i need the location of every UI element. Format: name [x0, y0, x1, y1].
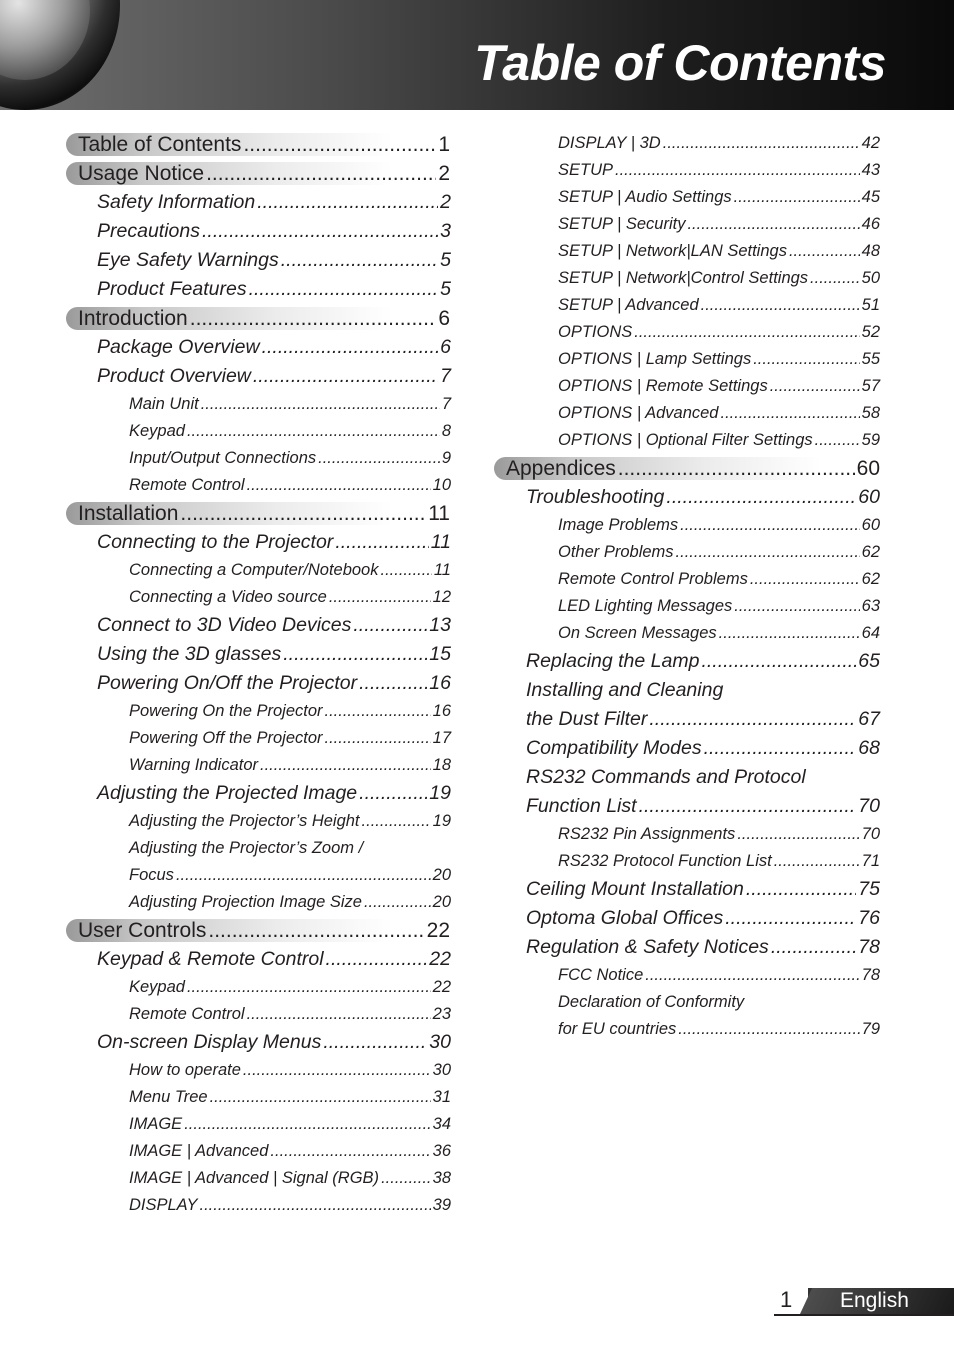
toc-entry[interactable]: [558, 157, 880, 184]
toc-entry[interactable]: [129, 1192, 451, 1219]
toc-entry-leader: [260, 752, 431, 779]
toc-entry[interactable]: [558, 512, 880, 539]
toc-entry[interactable]: [78, 499, 450, 528]
toc-entry-label: DISPLAY | 3D: [558, 134, 661, 152]
toc-entry-leader: [734, 184, 860, 211]
toc-entry-label: Keypad: [129, 422, 185, 440]
toc-entry-label: OPTIONS: [558, 323, 633, 341]
toc-entry-page: 22: [432, 978, 451, 996]
toc-entry-label: Powering On/Off the Projector: [97, 672, 358, 694]
toc-entry[interactable]: [97, 945, 451, 974]
toc-entry[interactable]: [526, 792, 880, 821]
toc-entry-leader: [774, 848, 860, 875]
toc-entry[interactable]: [129, 418, 451, 445]
page-title: Table of Contents: [474, 35, 886, 91]
toc-entry-label: OPTIONS | Lamp Settings: [558, 350, 752, 368]
toc-entry-leader: [770, 373, 860, 400]
page-number: 1: [780, 1287, 793, 1312]
toc-entry-page: 48: [861, 242, 880, 260]
toc-entry-label: Safety Information: [97, 191, 256, 213]
toc-entry-label: Replacing the Lamp: [526, 650, 700, 672]
toc-entry-leader: [639, 792, 857, 821]
toc-entry[interactable]: [558, 821, 880, 848]
toc-entry-leader: [262, 333, 439, 362]
toc-entry-page: 13: [429, 614, 451, 636]
footer-rule: [774, 1314, 954, 1316]
toc-entry-leader: [325, 725, 431, 752]
toc-entry-page: 78: [861, 966, 880, 984]
toc-entry-leader: [329, 584, 431, 611]
toc-entry[interactable]: [97, 669, 451, 698]
toc-entry[interactable]: [526, 763, 880, 792]
toc-entry-page: 62: [861, 570, 880, 588]
toc-entry[interactable]: [558, 265, 880, 292]
toc-entry[interactable]: [129, 391, 451, 418]
toc-entry[interactable]: [129, 889, 451, 916]
toc-entry-page: 45: [861, 188, 880, 206]
toc-entry[interactable]: [558, 620, 880, 647]
toc-entry[interactable]: [558, 400, 880, 427]
toc-entry[interactable]: [129, 472, 451, 499]
toc-entry[interactable]: [558, 427, 880, 454]
toc-entry-page: 75: [858, 878, 880, 900]
toc-entry-leader: [281, 246, 438, 275]
toc-entry-page: 15: [429, 643, 451, 665]
toc-entry[interactable]: [129, 1165, 451, 1192]
toc-entry-page: 20: [432, 866, 451, 884]
toc-entry-label: Menu Tree: [129, 1088, 208, 1106]
toc-entry-label: SETUP | Security: [558, 215, 686, 233]
toc-entry-leader: [687, 211, 859, 238]
toc-entry[interactable]: [558, 373, 880, 400]
toc-entry-leader: [380, 557, 431, 584]
toc-entry-page: 17: [432, 729, 451, 747]
toc-entry-leader: [325, 698, 431, 725]
toc-entry-label: Eye Safety Warnings: [97, 249, 279, 271]
toc-entry-leader: [676, 539, 860, 566]
toc-entry-label: RS232 Pin Assignments: [558, 825, 736, 843]
toc-entry-label: RS232 Commands and Protocol: [526, 766, 806, 788]
toc-entry-leader: [253, 362, 438, 391]
toc-entry-page: 20: [432, 893, 451, 911]
toc-entry[interactable]: [78, 130, 450, 159]
toc-entry[interactable]: [97, 275, 451, 304]
toc-entry-leader: [359, 779, 427, 808]
toc-entry[interactable]: [129, 808, 451, 835]
toc-entry-page: 7: [440, 365, 451, 387]
toc-entry-leader: [187, 974, 431, 1001]
toc-entry-page: 57: [861, 377, 880, 395]
toc-entry-leader: [257, 188, 438, 217]
toc-entry-label: SETUP | Audio Settings: [558, 188, 732, 206]
toc-entry-label: IMAGE | Advanced | Signal (RGB): [129, 1169, 380, 1187]
toc-entry-page: 1: [438, 133, 450, 156]
toc-entry-label: Ceiling Mount Installation: [526, 878, 744, 900]
toc-entry-label: Other Problems: [558, 543, 674, 561]
toc-entry-leader: [180, 499, 426, 528]
toc-entry[interactable]: [526, 483, 880, 512]
toc-entry-page: 79: [861, 1020, 880, 1038]
toc-entry-leader: [326, 945, 428, 974]
toc-entry[interactable]: [526, 734, 880, 763]
toc-entry-leader: [704, 734, 857, 763]
toc-entry-leader: [666, 483, 856, 512]
toc-entry-leader: [810, 265, 860, 292]
toc-entry[interactable]: [526, 647, 880, 676]
toc-entry-page: 43: [861, 161, 880, 179]
toc-entry-page: 58: [861, 404, 880, 422]
toc-entry-page: 70: [858, 795, 880, 817]
toc-entry-label: Table of Contents: [78, 133, 242, 156]
toc-entry-page: 63: [861, 597, 880, 615]
toc-entry-label: Keypad: [129, 978, 185, 996]
toc-entry-label: Powering Off the Projector: [129, 729, 323, 747]
toc-entry-leader: [323, 1028, 427, 1057]
toc-entry-page: 34: [432, 1115, 451, 1133]
toc-entry-page: 8: [441, 422, 451, 440]
toc-entry-page: 19: [429, 782, 451, 804]
toc-entry-leader: [187, 418, 440, 445]
toc-entry[interactable]: [558, 848, 880, 875]
toc-entry-page: 3: [440, 220, 451, 242]
toc-entry[interactable]: [129, 445, 451, 472]
toc-entry-leader: [771, 933, 856, 962]
toc-entry[interactable]: [558, 211, 880, 238]
toc-entry-leader: [243, 130, 436, 159]
toc-entry-label: Compatibility Modes: [526, 737, 702, 759]
toc-entry[interactable]: [97, 188, 451, 217]
toc-entry-page: 78: [858, 936, 880, 958]
toc-entry-page: 7: [441, 395, 451, 413]
toc-entry[interactable]: [526, 875, 880, 904]
toc-entry-page: 68: [858, 737, 880, 759]
header-banner: [0, 0, 954, 110]
toc-entry-page: 18: [432, 756, 451, 774]
toc-entry[interactable]: [97, 217, 451, 246]
toc-entry-leader: [725, 904, 856, 933]
toc-entry-leader: [815, 427, 860, 454]
toc-entry-label: DISPLAY: [129, 1196, 198, 1214]
toc-entry-label: Image Problems: [558, 516, 679, 534]
toc-entry-page: 16: [429, 672, 451, 694]
toc-entry-leader: [208, 916, 424, 945]
toc-entry-page: 5: [440, 249, 451, 271]
toc-entry-label: Input/Output Connections: [129, 449, 317, 467]
toc-entry-leader: [318, 445, 440, 472]
toc-entry[interactable]: [558, 292, 880, 319]
toc-entry-label: SETUP | Advanced: [558, 296, 699, 314]
toc-entry[interactable]: [97, 333, 451, 362]
toc-entry[interactable]: [506, 454, 880, 483]
toc-entry-page: 51: [861, 296, 880, 314]
toc-entry[interactable]: [129, 1084, 451, 1111]
toc-entry[interactable]: [97, 779, 451, 808]
toc-entry-label: Function List: [526, 795, 637, 817]
toc-entry-leader: [734, 593, 859, 620]
toc-entry-label: Usage Notice: [78, 162, 205, 185]
toc-entry-leader: [701, 292, 860, 319]
toc-entry[interactable]: [129, 584, 451, 611]
toc-entry-label: Precautions: [97, 220, 200, 242]
toc-entry-leader: [364, 889, 431, 916]
toc-entry-leader: [362, 808, 431, 835]
toc-entry[interactable]: [97, 528, 451, 557]
toc-entry-label: Package Overview: [97, 336, 260, 358]
toc-entry[interactable]: [526, 676, 880, 705]
toc-entry-leader: [645, 962, 859, 989]
toc-entry[interactable]: [97, 640, 451, 669]
toc-entry-label: On-screen Display Menus: [97, 1031, 322, 1053]
toc-entry-page: 36: [432, 1142, 451, 1160]
toc-entry[interactable]: [129, 557, 451, 584]
toc-entry-leader: [737, 821, 859, 848]
toc-entry-page: 55: [861, 350, 880, 368]
toc-entry-page: 2: [440, 191, 451, 213]
toc-entry-label: Warning Indicator: [129, 756, 259, 774]
toc-entry-label: Remote Control: [129, 1005, 245, 1023]
toc-entry-leader: [247, 1001, 431, 1028]
toc-entry-page: 30: [429, 1031, 451, 1053]
toc-entry-label: SETUP: [558, 161, 614, 179]
toc-entry-label: RS232 Protocol Function List: [558, 852, 772, 870]
toc-entry[interactable]: [526, 933, 880, 962]
toc-entry-leader: [190, 304, 437, 333]
toc-entry-label: Keypad & Remote Control: [97, 948, 324, 970]
toc-entry-page: 23: [432, 1005, 451, 1023]
toc-entry-page: 62: [861, 543, 880, 561]
toc-entry-page: 65: [858, 650, 880, 672]
toc-entry-page: 5: [440, 278, 451, 300]
toc-entry-page: 46: [861, 215, 880, 233]
toc-entry-page: 60: [858, 486, 880, 508]
toc-entry-leader: [335, 528, 428, 557]
toc-entry-leader: [634, 319, 859, 346]
toc-entry-leader: [270, 1138, 430, 1165]
toc-entry-leader: [649, 705, 856, 734]
toc-entry-page: 6: [438, 307, 450, 330]
toc-entry-label: User Controls: [78, 919, 207, 942]
toc-entry-label: SETUP | Network|Control Settings: [558, 269, 809, 287]
toc-entry-label: Adjusting the Projected Image: [97, 782, 358, 804]
toc-entry-label: Declaration of Conformity: [558, 993, 745, 1011]
toc-entry-leader: [283, 640, 427, 669]
toc-entry-page: 16: [432, 702, 451, 720]
toc-entry-leader: [359, 669, 427, 698]
toc-entry[interactable]: [558, 593, 880, 620]
toc-entry-label: Focus: [129, 866, 174, 884]
toc-entry-leader: [701, 647, 856, 676]
toc-entry-label: SETUP | Network|LAN Settings: [558, 242, 787, 260]
toc-entry-page: 11: [430, 531, 451, 553]
toc-entry[interactable]: [129, 974, 451, 1001]
toc-entry-label: IMAGE: [129, 1115, 183, 1133]
toc-entry-label: the Dust Filter: [526, 708, 648, 730]
toc-entry-page: 39: [432, 1196, 451, 1214]
toc-column-left: [0, 130, 470, 1219]
toc-entry-page: 10: [432, 476, 451, 494]
toc-entry-label: Adjusting Projection Image Size: [129, 893, 362, 911]
toc-entry-label: Remote Control Problems: [558, 570, 748, 588]
toc-entry-label: OPTIONS | Remote Settings: [558, 377, 768, 395]
toc-entry[interactable]: [97, 246, 451, 275]
toc-entry-label: Connecting to the Projector: [97, 531, 334, 553]
toc-entry-leader: [719, 620, 860, 647]
toc-entry-label: Adjusting the Projector’s Height: [129, 812, 360, 830]
toc-entry-label: Installing and Cleaning: [526, 679, 724, 701]
toc-entry[interactable]: [558, 566, 880, 593]
toc-entry-label: Remote Control: [129, 476, 245, 494]
toc-entry[interactable]: [558, 962, 880, 989]
toc-entry-leader: [753, 346, 859, 373]
toc-entry-label: Optoma Global Offices: [526, 907, 724, 929]
toc-entry[interactable]: [526, 904, 880, 933]
toc-entry[interactable]: [97, 1028, 451, 1057]
toc-entry-leader: [201, 391, 440, 418]
toc-entry[interactable]: [558, 184, 880, 211]
footer-language-label: English: [840, 1289, 909, 1312]
toc-entry-leader: [680, 512, 860, 539]
toc-entry-label: Connecting a Computer/Notebook: [129, 561, 379, 579]
toc-entry-page: 11: [428, 502, 450, 525]
toc-entry-page: 50: [861, 269, 880, 287]
toc-entry-leader: [381, 1165, 431, 1192]
toc-entry[interactable]: [558, 1016, 880, 1043]
toc-entry-page: 6: [440, 336, 451, 358]
toc-entry-label: OPTIONS | Optional Filter Settings: [558, 431, 813, 449]
toc-entry-leader: [618, 454, 855, 483]
toc-entry-label: Using the 3D glasses: [97, 643, 282, 665]
toc-entry-leader: [678, 1016, 859, 1043]
toc-entry[interactable]: [558, 346, 880, 373]
toc-entry-page: 22: [429, 948, 451, 970]
toc-entry[interactable]: [129, 698, 451, 725]
toc-entry[interactable]: [97, 611, 451, 640]
toc-entry-page: 9: [441, 449, 451, 467]
toc-entry[interactable]: [129, 862, 451, 889]
toc-entry-leader: [746, 875, 856, 904]
toc-entry-page: 76: [858, 907, 880, 929]
toc-entry-page: 64: [861, 624, 880, 642]
toc-entry-leader: [721, 400, 860, 427]
toc-entry-label: Adjusting the Projector’s Zoom /: [129, 839, 364, 857]
toc-entry[interactable]: [558, 238, 880, 265]
toc-entry[interactable]: [558, 130, 880, 157]
toc-entry-label: FCC Notice: [558, 966, 644, 984]
toc-entry[interactable]: [78, 916, 450, 945]
toc-entry-leader: [789, 238, 860, 265]
toc-entry-label: Connect to 3D Video Devices: [97, 614, 352, 636]
toc-entry-page: 30: [432, 1061, 451, 1079]
toc-entry-leader: [199, 1192, 430, 1219]
toc-entry-page: 60: [861, 516, 880, 534]
toc-entry-page: 12: [432, 588, 451, 606]
toc-entry-label: On Screen Messages: [558, 624, 717, 642]
toc-entry-leader: [750, 566, 860, 593]
toc-entry[interactable]: [558, 539, 880, 566]
toc-entry[interactable]: [558, 319, 880, 346]
toc-entry-leader: [206, 159, 436, 188]
toc-entry-label: Product Overview: [97, 365, 251, 387]
toc-entry-leader: [615, 157, 860, 184]
toc-entry-page: 19: [432, 812, 451, 830]
toc-entry-label: Product Features: [97, 278, 247, 300]
toc-entry-leader: [663, 130, 860, 157]
toc-entry-label: IMAGE | Advanced: [129, 1142, 269, 1160]
toc-entry[interactable]: [78, 304, 450, 333]
toc-entry-leader: [184, 1111, 430, 1138]
toc-entry[interactable]: [129, 1111, 451, 1138]
toc-entry-label: Powering On the Projector: [129, 702, 323, 720]
toc-entry[interactable]: [78, 159, 450, 188]
toc-entry[interactable]: [526, 705, 880, 734]
toc-entry-leader: [249, 275, 439, 304]
toc-column-right: [470, 130, 954, 1043]
toc-entry-label: Appendices: [506, 457, 616, 480]
toc-entry-label: Main Unit: [129, 395, 199, 413]
toc-entry-page: 67: [858, 708, 880, 730]
toc-entry-label: Regulation & Safety Notices: [526, 936, 769, 958]
toc-entry-label: How to operate: [129, 1061, 241, 1079]
toc-entry-page: 59: [861, 431, 880, 449]
toc-entry[interactable]: [129, 725, 451, 752]
toc-entry-label: Troubleshooting: [526, 486, 665, 508]
toc-entry[interactable]: [97, 362, 451, 391]
toc-entry-page: 70: [861, 825, 880, 843]
toc-entry[interactable]: [129, 835, 451, 862]
toc-entry-page: 2: [438, 162, 450, 185]
toc-entry-label: Introduction: [78, 307, 188, 330]
toc-entry-leader: [353, 611, 427, 640]
toc-entry[interactable]: [129, 1057, 451, 1084]
toc-entry-leader: [247, 472, 431, 499]
toc-entry-page: 71: [861, 852, 880, 870]
toc-entry-page: 22: [426, 919, 450, 942]
toc-entry-page: 42: [861, 134, 880, 152]
toc-entry-leader: [243, 1057, 431, 1084]
toc-entry-label: OPTIONS | Advanced: [558, 404, 719, 422]
toc-entry-page: 11: [433, 561, 451, 579]
toc-entry[interactable]: [129, 1138, 451, 1165]
toc-entry-page: 52: [861, 323, 880, 341]
toc-entry[interactable]: [558, 989, 880, 1016]
toc-entry-page: 31: [432, 1088, 451, 1106]
toc-entry[interactable]: [129, 1001, 451, 1028]
toc-entry-page: 60: [856, 457, 880, 480]
toc-entry-label: for EU countries: [558, 1020, 677, 1038]
toc-entry-label: Connecting a Video source: [129, 588, 327, 606]
toc-entry-label: Installation: [78, 502, 179, 525]
toc-entry-leader: [210, 1084, 431, 1111]
toc-entry-page: 38: [432, 1169, 451, 1187]
toc-entry[interactable]: [129, 752, 451, 779]
toc-entry-leader: [202, 217, 438, 246]
toc-entry-label: LED Lighting Messages: [558, 597, 733, 615]
toc-entry-leader: [176, 862, 431, 889]
